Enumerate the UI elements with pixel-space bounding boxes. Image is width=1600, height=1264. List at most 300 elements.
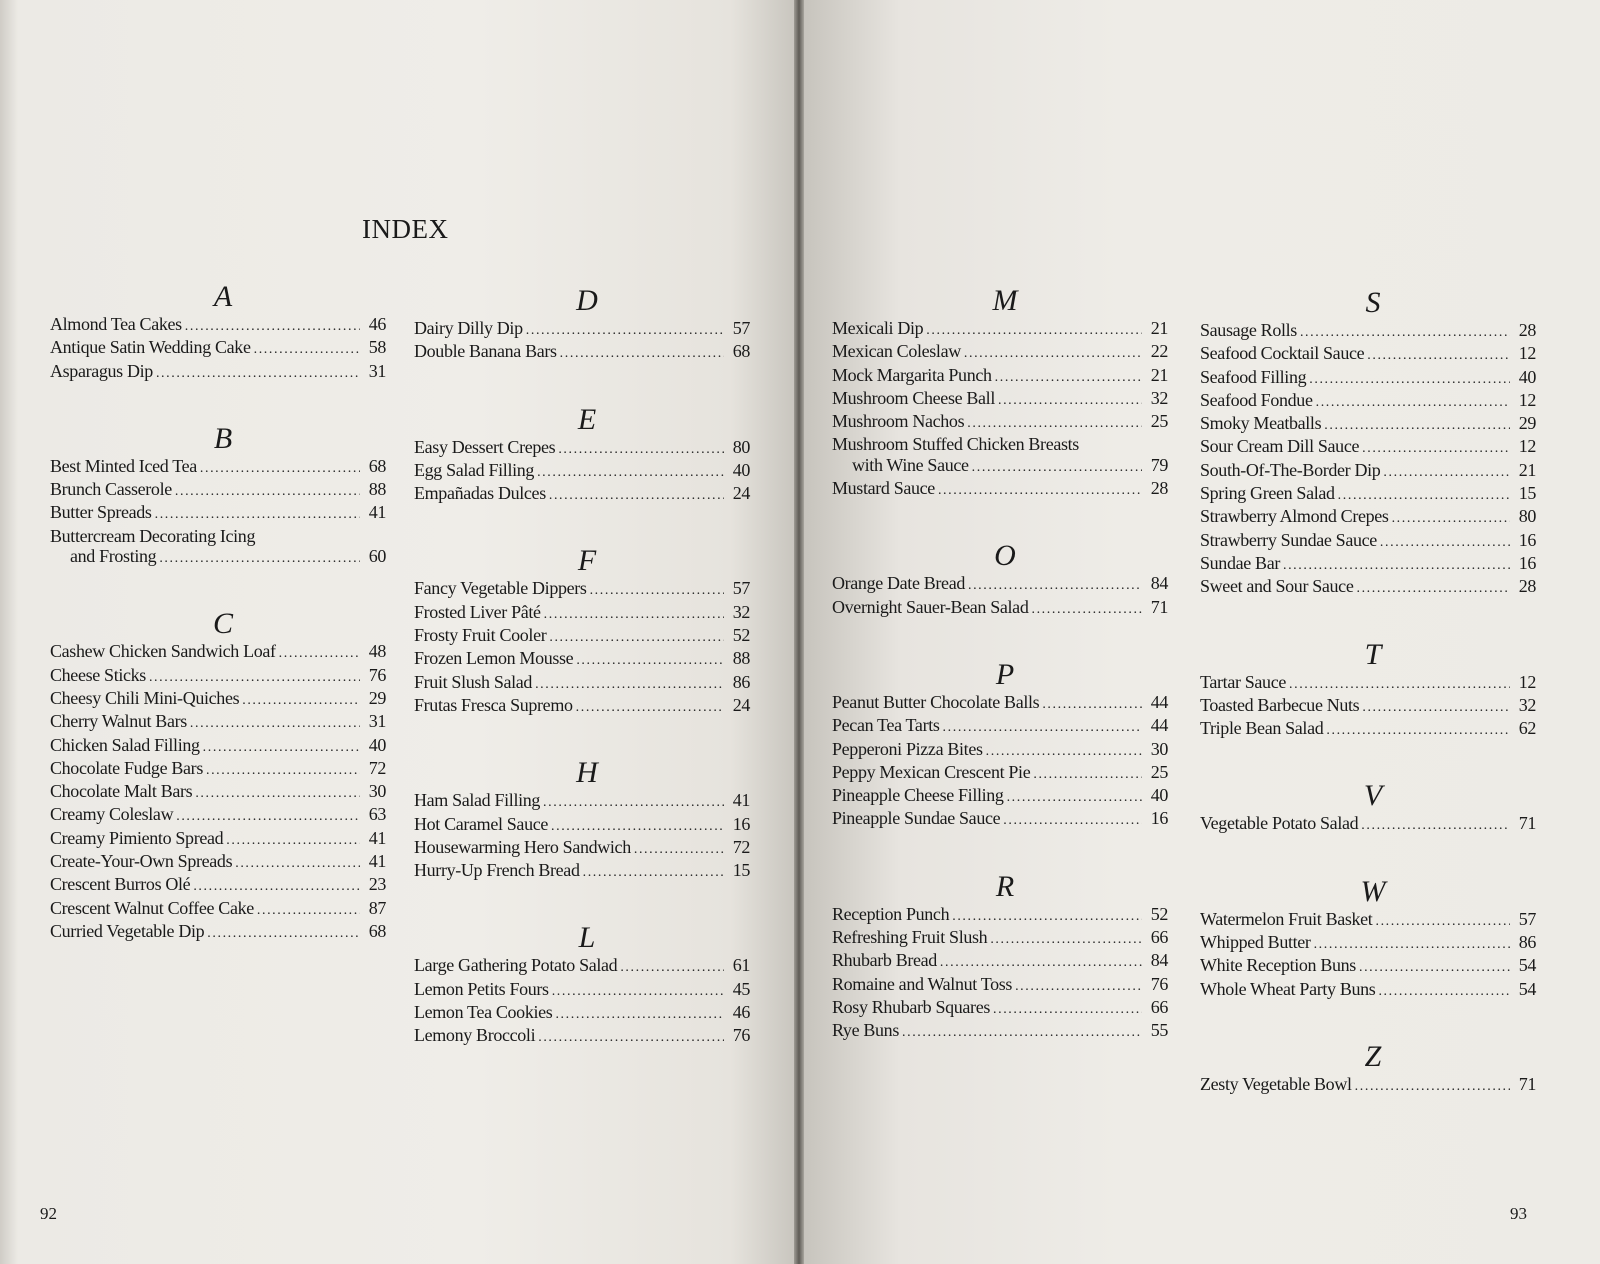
dot-leader: [226, 831, 360, 851]
entry-title: Asparagus Dip: [50, 360, 153, 381]
index-entry: [1200, 506, 1536, 529]
dot-leader: [1314, 935, 1510, 955]
index-entry: [50, 641, 386, 664]
index-entry: [832, 997, 1168, 1020]
section-letter: R: [995, 869, 1015, 903]
index-entry: [832, 388, 1168, 411]
index-entry: [414, 814, 750, 837]
entry-title: Dairy Dilly Dip: [414, 318, 523, 338]
entry-title: Seafood Cocktail Sauce: [1200, 343, 1365, 364]
index-entry: [414, 955, 750, 978]
entry-title: Chicken Salad Filling: [50, 734, 200, 755]
dot-leader: [576, 698, 724, 718]
index-section: [832, 284, 1168, 501]
dot-leader: [190, 714, 360, 734]
dot-leader: [200, 459, 360, 479]
dot-leader: [1316, 393, 1510, 413]
entry-title: Sour Cream Dill Sauce: [1200, 436, 1360, 457]
index-entry: [50, 758, 386, 781]
dot-leader: [1361, 816, 1510, 836]
index-column-1: [50, 280, 386, 982]
entry-title: Mustard Sauce: [832, 478, 935, 499]
entry-page: 28: [1150, 478, 1168, 499]
index-section: [414, 284, 750, 365]
entry-title: Seafood Fondue: [1200, 389, 1313, 410]
index-entry: [832, 411, 1168, 434]
entry-page: 71: [1518, 813, 1536, 834]
index-section: [1200, 638, 1536, 742]
entry-title: Creamy Coleslaw: [50, 804, 174, 825]
entry-page: 12: [1518, 343, 1536, 364]
entry-page: 31: [368, 711, 386, 732]
dot-leader: [175, 482, 360, 502]
index-entry: [832, 434, 1168, 454]
entry-title: Butter Spreads: [50, 502, 152, 523]
dot-leader: [535, 675, 724, 695]
dot-leader: [193, 877, 360, 897]
index-entry: [832, 692, 1168, 715]
dot-leader: [993, 1000, 1142, 1020]
entry-page: 29: [1518, 413, 1536, 434]
dot-leader: [195, 784, 360, 804]
index-entry: [414, 437, 750, 460]
index-entry: [50, 526, 386, 546]
entry-page: 84: [1150, 950, 1168, 971]
entry-page: 60: [368, 546, 386, 567]
entry-page: 87: [368, 897, 386, 918]
entry-title: Large Gathering Potato Salad: [414, 955, 618, 976]
dot-leader: [1283, 556, 1510, 576]
dot-leader: [551, 817, 724, 837]
index-entry: [414, 860, 750, 883]
entry-page: 41: [368, 827, 386, 848]
entry-page: 76: [732, 1025, 750, 1046]
section-letter: F: [577, 544, 597, 578]
entry-page: 15: [1518, 483, 1536, 504]
dot-leader: [257, 901, 360, 921]
index-entry: [832, 950, 1168, 973]
index-entry: [414, 578, 750, 601]
section-letter: W: [1360, 874, 1386, 908]
index-entry: [50, 314, 386, 337]
entry-page: 28: [1518, 320, 1536, 340]
entry-page: 16: [1150, 808, 1168, 829]
index-entry: [50, 502, 386, 525]
page-number: 93: [1510, 1204, 1527, 1223]
entry-title: Mexicali Dip: [832, 318, 924, 338]
index-entry: [50, 665, 386, 688]
section-letter: V: [1363, 779, 1383, 813]
entry-title: Reception Punch: [832, 903, 950, 924]
dot-leader: [1309, 370, 1510, 390]
index-entry: [832, 573, 1168, 596]
dot-leader: [207, 924, 360, 944]
index-entry: [832, 739, 1168, 762]
entry-title: Triple Bean Salad: [1200, 718, 1324, 739]
entry-title: Sausage Rolls: [1200, 320, 1297, 340]
index-section: [1200, 875, 1536, 1002]
dot-leader: [1375, 912, 1510, 932]
dot-leader: [1300, 323, 1510, 343]
entry-title: Whole Wheat Party Buns: [1200, 978, 1376, 999]
dot-leader: [242, 691, 360, 711]
entry-page: 72: [732, 836, 750, 857]
entry-title: Sweet and Sour Sauce: [1200, 576, 1354, 597]
index-entry: [50, 337, 386, 360]
dot-leader: [235, 854, 360, 874]
index-entry: [1200, 413, 1536, 436]
entry-title: Crescent Burros Olé: [50, 874, 191, 895]
dot-leader: [986, 742, 1142, 762]
index-entry: [832, 318, 1168, 341]
entry-page: 32: [1150, 387, 1168, 408]
entry-page: 62: [1518, 718, 1536, 739]
entry-page: 80: [732, 436, 750, 457]
entry-page: 24: [732, 483, 750, 504]
dot-leader: [926, 321, 1142, 341]
index-entry: [1200, 553, 1536, 576]
dot-leader: [185, 317, 360, 337]
dot-leader: [1324, 416, 1510, 436]
dot-leader: [558, 440, 724, 460]
index-entry: [1200, 955, 1536, 978]
index-section: [1200, 1040, 1536, 1097]
section-letter: C: [212, 607, 233, 641]
entry-page: 76: [1150, 973, 1168, 994]
entry-page: 48: [368, 641, 386, 662]
entry-page: 16: [1518, 552, 1536, 573]
dot-leader: [940, 953, 1142, 973]
index-entry: [414, 672, 750, 695]
entry-page: 84: [1150, 573, 1168, 594]
entry-page: 28: [1518, 576, 1536, 597]
dot-leader: [1359, 958, 1510, 978]
index-entry: [832, 974, 1168, 997]
entry-title: Strawberry Sundae Sauce: [1200, 529, 1377, 550]
entry-title: Curried Vegetable Dip: [50, 920, 205, 941]
index-section: [50, 422, 386, 569]
entry-title: Almond Tea Cakes: [50, 314, 182, 334]
index-section: [50, 280, 386, 384]
entry-page: 61: [732, 955, 750, 976]
entry-page: 30: [368, 781, 386, 802]
dot-leader: [155, 505, 360, 525]
index-entry: [414, 1025, 750, 1048]
dot-leader: [549, 486, 724, 506]
index-entry: [50, 479, 386, 502]
entry-page: 21: [1150, 318, 1168, 338]
section-letter: P: [995, 657, 1015, 691]
entry-title: White Reception Buns: [1200, 955, 1356, 976]
entry-title: Refreshing Fruit Slush: [832, 927, 988, 948]
entry-title: Seafood Filling: [1200, 366, 1307, 387]
index-entry: [1200, 1074, 1536, 1097]
index-entry: [50, 456, 386, 479]
section-letter: A: [213, 280, 233, 313]
index-entry: [50, 828, 386, 851]
section-letter: D: [576, 284, 598, 317]
index-section: [832, 870, 1168, 1044]
entry-page: 24: [732, 694, 750, 715]
entry-page: 57: [732, 318, 750, 338]
index-section: [414, 403, 750, 507]
entry-title: Sundae Bar: [1200, 552, 1280, 573]
entry-title: South-Of-The-Border Dip: [1200, 459, 1381, 480]
right-page: [804, 0, 1600, 1264]
index-entry: [1200, 718, 1536, 741]
index-entry: [1200, 813, 1536, 836]
dot-leader: [590, 581, 724, 601]
index-entry: [414, 318, 750, 341]
dot-leader: [159, 549, 360, 569]
entry-title: Overnight Sauer-Bean Salad: [832, 596, 1029, 617]
dot-leader: [279, 644, 360, 664]
index-entry: [1200, 979, 1536, 1002]
dot-leader: [560, 344, 724, 364]
index-entry: [832, 927, 1168, 950]
dot-leader: [156, 364, 360, 384]
entry-page: 46: [368, 314, 386, 334]
entry-page: 57: [732, 578, 750, 599]
section-letter: H: [576, 756, 598, 790]
index-entry: [414, 341, 750, 364]
dot-leader: [995, 368, 1142, 388]
index-entry: [832, 597, 1168, 620]
entry-page: 52: [1150, 903, 1168, 924]
entry-title: Orange Date Bread: [832, 573, 965, 594]
entry-title: Frosted Liver Pâté: [414, 601, 541, 622]
dot-leader: [555, 1005, 724, 1025]
entry-title: with Wine Sauce: [852, 454, 969, 475]
dot-leader: [952, 907, 1142, 927]
dot-leader: [1003, 811, 1142, 831]
entry-title: Hot Caramel Sauce: [414, 813, 548, 834]
entry-title: Crescent Walnut Coffee Cake: [50, 897, 254, 918]
index-entry: [50, 688, 386, 711]
entry-page: 79: [1150, 454, 1168, 475]
entry-page: 29: [368, 687, 386, 708]
entry-title: Rye Buns: [832, 1020, 899, 1041]
index-entry: [1200, 390, 1536, 413]
index-entry: [832, 808, 1168, 831]
section-letter: E: [577, 402, 597, 436]
entry-page: 12: [1518, 436, 1536, 457]
entry-page: 22: [1150, 341, 1168, 362]
entry-page: 71: [1150, 596, 1168, 617]
dot-leader: [943, 718, 1142, 738]
index-entry-continued: [50, 546, 386, 569]
entry-title: Empañadas Dulces: [414, 483, 546, 504]
entry-page: 68: [368, 920, 386, 941]
index-column-3: [832, 284, 1168, 1082]
dot-leader: [1367, 346, 1510, 366]
entry-title: Lemony Broccoli: [414, 1025, 536, 1046]
index-entry: [50, 851, 386, 874]
index-entry-continued: [832, 455, 1168, 478]
entry-title: Rhubarb Bread: [832, 950, 937, 971]
dot-leader: [583, 863, 724, 883]
index-section: [414, 544, 750, 718]
page-title: INDEX: [362, 214, 449, 244]
dot-leader: [543, 793, 724, 813]
dot-leader: [1289, 675, 1510, 695]
left-page: [0, 0, 794, 1264]
dot-leader: [206, 761, 360, 781]
index-entry: [832, 365, 1168, 388]
dot-leader: [1383, 463, 1510, 483]
entry-title: Create-Your-Own Spreads: [50, 851, 233, 872]
entry-page: 63: [368, 804, 386, 825]
index-entry: [832, 341, 1168, 364]
entry-page: 68: [732, 341, 750, 362]
index-section: [1200, 286, 1536, 600]
entry-page: 40: [368, 734, 386, 755]
entry-title: Cheesy Chili Mini-Quiches: [50, 687, 240, 708]
index-section: [832, 539, 1168, 620]
index-entry: [1200, 343, 1536, 366]
entry-page: 44: [1150, 691, 1168, 712]
dot-leader: [538, 1028, 724, 1048]
dot-leader: [967, 414, 1142, 434]
index-entry: [832, 785, 1168, 808]
entry-page: 66: [1150, 996, 1168, 1017]
index-entry: [414, 602, 750, 625]
index-entry: [1200, 672, 1536, 695]
entry-title: Mushroom Cheese Ball: [832, 387, 995, 408]
dot-leader: [1007, 788, 1142, 808]
entry-title: Egg Salad Filling: [414, 459, 535, 480]
dot-leader: [972, 458, 1142, 478]
index-section: [414, 756, 750, 883]
page-number: 92: [40, 1204, 57, 1223]
entry-page: 23: [368, 874, 386, 895]
dot-leader: [634, 840, 724, 860]
dot-leader: [526, 321, 724, 341]
index-entry: [1200, 695, 1536, 718]
entry-title: Whipped Butter: [1200, 932, 1311, 953]
entry-page: 45: [732, 978, 750, 999]
entry-page: 57: [1518, 908, 1536, 929]
dot-leader: [576, 651, 724, 671]
entry-title: Toasted Barbecue Nuts: [1200, 694, 1360, 715]
entry-page: 86: [732, 671, 750, 692]
entry-title: Pineapple Cheese Filling: [832, 785, 1004, 806]
index-entry: [50, 921, 386, 944]
entry-page: 52: [732, 625, 750, 646]
entry-page: 58: [368, 337, 386, 358]
entry-title: Buttercream Decorating Icing: [50, 525, 256, 546]
index-entry: [832, 478, 1168, 501]
dot-leader: [149, 668, 360, 688]
entry-page: 32: [732, 601, 750, 622]
index-section: [1200, 779, 1536, 836]
entry-title: Ham Salad Filling: [414, 790, 541, 811]
entry-page: 44: [1150, 715, 1168, 736]
dot-leader: [938, 481, 1142, 501]
section-letter: B: [213, 421, 233, 455]
index-entry: [50, 735, 386, 758]
dot-leader: [1380, 533, 1510, 553]
entry-title: Best Minted Iced Tea: [50, 455, 197, 476]
dot-leader: [1042, 695, 1142, 715]
entry-title: Strawberry Almond Crepes: [1200, 506, 1389, 527]
entry-page: 21: [1518, 459, 1536, 480]
entry-title: Antique Satin Wedding Cake: [50, 337, 251, 358]
index-entry: [414, 837, 750, 860]
index-entry: [50, 711, 386, 734]
entry-page: 88: [732, 648, 750, 669]
index-entry: [414, 695, 750, 718]
index-entry: [50, 361, 386, 384]
entry-title: Vegetable Potato Salad: [1200, 813, 1359, 834]
entry-page: 41: [732, 790, 750, 811]
entry-title: Brunch Casserole: [50, 479, 172, 500]
entry-title: Peppy Mexican Crescent Pie: [832, 761, 1031, 782]
index-entry: [1200, 483, 1536, 506]
dot-leader: [620, 958, 724, 978]
entry-page: 66: [1150, 927, 1168, 948]
index-entry: [50, 804, 386, 827]
entry-page: 40: [1150, 785, 1168, 806]
index-entry: [1200, 436, 1536, 459]
entry-page: 32: [1518, 694, 1536, 715]
entry-page: 80: [1518, 506, 1536, 527]
entry-title: Rosy Rhubarb Squares: [832, 996, 990, 1017]
dot-leader: [998, 391, 1142, 411]
index-entry: [1200, 909, 1536, 932]
index-entry: [50, 781, 386, 804]
entry-page: 41: [368, 851, 386, 872]
index-column-4: [1200, 286, 1536, 1135]
entry-title: Pepperoni Pizza Bites: [832, 738, 983, 759]
index-entry: [832, 1020, 1168, 1043]
entry-title: Mock Margarita Punch: [832, 364, 992, 385]
entry-title: Fancy Vegetable Dippers: [414, 578, 587, 599]
entry-page: 15: [732, 860, 750, 881]
entry-title: Mushroom Nachos: [832, 411, 965, 432]
index-entry: [414, 625, 750, 648]
dot-leader: [1015, 977, 1142, 997]
index-entry: [414, 460, 750, 483]
entry-title: Frosty Fruit Cooler: [414, 625, 547, 646]
entry-page: 12: [1518, 389, 1536, 410]
index-entry: [414, 648, 750, 671]
entry-title: Cashew Chicken Sandwich Loaf: [50, 641, 276, 662]
dot-leader: [203, 738, 360, 758]
entry-page: 41: [368, 502, 386, 523]
dot-leader: [968, 576, 1142, 596]
dot-leader: [1031, 600, 1142, 620]
entry-page: 12: [1518, 671, 1536, 692]
index-entry: [414, 1002, 750, 1025]
entry-title: Watermelon Fruit Basket: [1200, 908, 1373, 929]
entry-page: 54: [1518, 978, 1536, 999]
index-column-2: [414, 284, 750, 1087]
entry-page: 71: [1518, 1073, 1536, 1094]
section-letter: S: [1365, 286, 1381, 319]
section-letter: T: [1364, 637, 1382, 671]
index-entry: [1200, 530, 1536, 553]
dot-leader: [964, 344, 1142, 364]
entry-title: Fruit Slush Salad: [414, 671, 533, 692]
entry-page: 21: [1150, 364, 1168, 385]
section-letter: L: [578, 921, 596, 955]
entry-title: Cheese Sticks: [50, 664, 146, 685]
entry-page: 31: [368, 360, 386, 381]
entry-page: 46: [732, 1002, 750, 1023]
entry-title: Smoky Meatballs: [1200, 413, 1322, 434]
entry-page: 16: [1518, 529, 1536, 550]
